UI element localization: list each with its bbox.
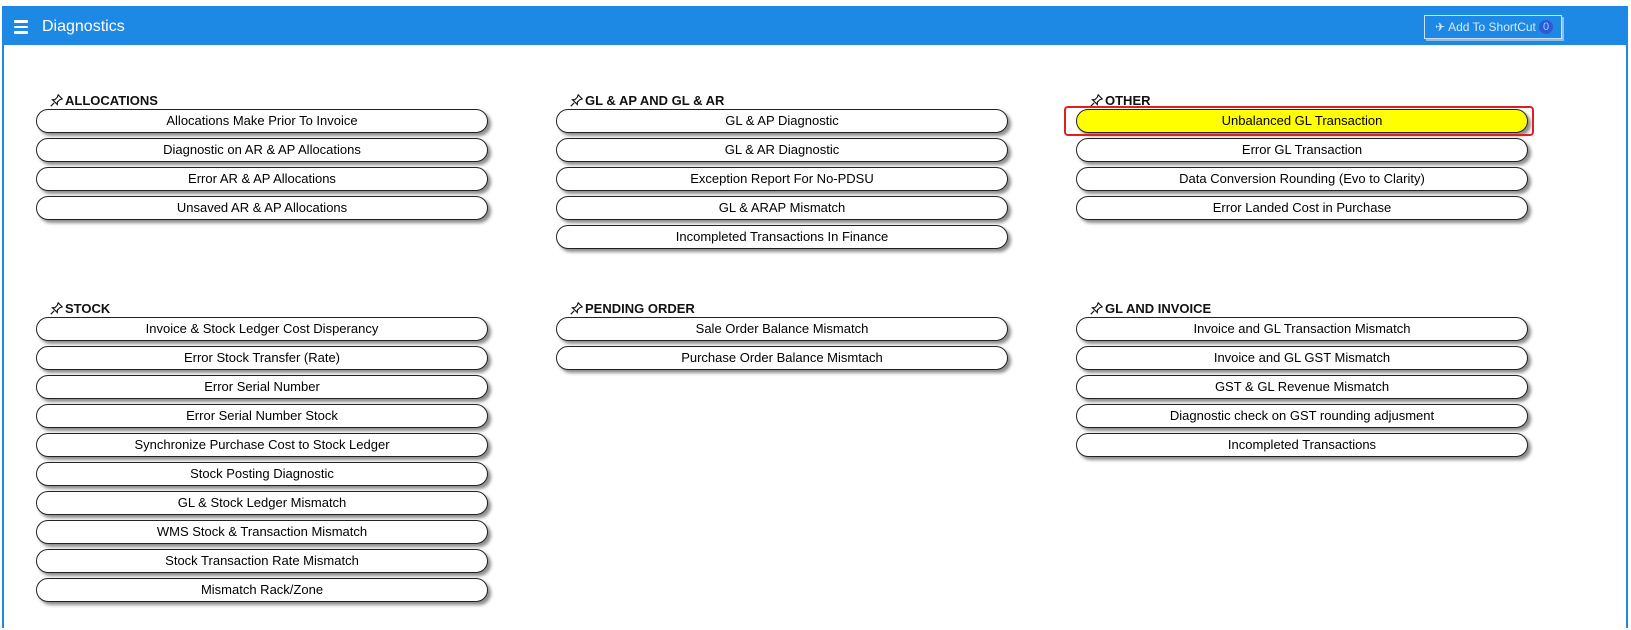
pin-icon[interactable] bbox=[50, 94, 63, 107]
error-serial-number-stock-button[interactable]: Error Serial Number Stock bbox=[36, 404, 488, 428]
error-stock-transfer-button[interactable]: Error Stock Transfer (Rate) bbox=[36, 346, 488, 370]
allocations-make-prior-button[interactable]: Allocations Make Prior To Invoice bbox=[36, 109, 488, 133]
group-gl-invoice bbox=[1076, 300, 1536, 462]
diagnostic-ar-ap-allocations-button[interactable]: Diagnostic on AR & AP Allocations bbox=[36, 138, 488, 162]
incompleted-transactions-button[interactable]: Incompleted Transactions bbox=[1076, 433, 1528, 457]
stock-posting-diagnostic-button[interactable]: Stock Posting Diagnostic bbox=[36, 462, 488, 486]
group-title-other: OTHER bbox=[1105, 92, 1151, 108]
sale-order-balance-mismatch-button[interactable]: Sale Order Balance Mismatch bbox=[556, 317, 1008, 341]
data-conversion-rounding-button[interactable]: Data Conversion Rounding (Evo to Clarity) bbox=[1076, 167, 1528, 191]
pin-icon[interactable] bbox=[1090, 302, 1103, 315]
group-title-stock: STOCK bbox=[65, 300, 111, 316]
menu-icon[interactable] bbox=[14, 20, 28, 34]
group-allocations bbox=[36, 92, 496, 225]
error-gl-transaction-button[interactable]: Error GL Transaction bbox=[1076, 138, 1528, 162]
group-title-allocations: ALLOCATIONS bbox=[65, 92, 158, 108]
group-gl-ap-ar bbox=[556, 92, 1016, 254]
invoice-gl-transaction-mismatch-button[interactable]: Invoice and GL Transaction Mismatch bbox=[1076, 317, 1528, 341]
incompleted-transactions-finance-button[interactable]: Incompleted Transactions In Finance bbox=[556, 225, 1008, 249]
error-ar-ap-allocations-button[interactable]: Error AR & AP Allocations bbox=[36, 167, 488, 191]
pin-icon[interactable] bbox=[1090, 94, 1103, 107]
unsaved-ar-ap-allocations-button[interactable]: Unsaved AR & AP Allocations bbox=[36, 196, 488, 220]
gst-rounding-adjustment-button[interactable]: Diagnostic check on GST rounding adjusment bbox=[1076, 404, 1528, 428]
rocket-icon: ✈ bbox=[1435, 20, 1446, 34]
page-title: Diagnostics bbox=[42, 18, 125, 35]
gl-arap-mismatch-button[interactable]: GL & ARAP Mismatch bbox=[556, 196, 1008, 220]
shortcut-label: Add To ShortCut bbox=[1448, 20, 1536, 34]
gl-stock-ledger-mismatch-button[interactable]: GL & Stock Ledger Mismatch bbox=[36, 491, 488, 515]
pin-icon[interactable] bbox=[50, 302, 63, 315]
gl-ap-diagnostic-button[interactable]: GL & AP Diagnostic bbox=[556, 109, 1008, 133]
group-other bbox=[1076, 92, 1536, 225]
group-stock bbox=[36, 300, 496, 607]
purchase-order-balance-mismatch-button[interactable]: Purchase Order Balance Mismtach bbox=[556, 346, 1008, 370]
stock-transaction-rate-mismatch-button[interactable]: Stock Transaction Rate Mismatch bbox=[36, 549, 488, 573]
unbalanced-gl-transaction-button[interactable]: Unbalanced GL Transaction bbox=[1076, 109, 1528, 133]
exception-report-button[interactable]: Exception Report For No-PDSU bbox=[556, 167, 1008, 191]
group-title-gl-invoice: GL AND INVOICE bbox=[1105, 300, 1212, 316]
synchronize-purchase-cost-button[interactable]: Synchronize Purchase Cost to Stock Ledger bbox=[36, 433, 488, 457]
gl-ar-diagnostic-button[interactable]: GL & AR Diagnostic bbox=[556, 138, 1008, 162]
error-landed-cost-button[interactable]: Error Landed Cost in Purchase bbox=[1076, 196, 1528, 220]
add-to-shortcut-button[interactable] bbox=[1424, 15, 1562, 39]
gst-gl-revenue-mismatch-button[interactable]: GST & GL Revenue Mismatch bbox=[1076, 375, 1528, 399]
group-title-gl-ap-ar: GL & AP AND GL & AR bbox=[585, 92, 725, 108]
error-serial-number-button[interactable]: Error Serial Number bbox=[36, 375, 488, 399]
group-pending-order bbox=[556, 300, 1016, 375]
invoice-gl-gst-mismatch-button[interactable]: Invoice and GL GST Mismatch bbox=[1076, 346, 1528, 370]
shortcut-count-badge: 0 bbox=[1539, 20, 1553, 34]
invoice-stock-ledger-cost-button[interactable]: Invoice & Stock Ledger Cost Disperancy bbox=[36, 317, 488, 341]
pin-icon[interactable] bbox=[570, 302, 583, 315]
pin-icon[interactable] bbox=[570, 94, 583, 107]
wms-stock-transaction-mismatch-button[interactable]: WMS Stock & Transaction Mismatch bbox=[36, 520, 488, 544]
group-title-pending-order: PENDING ORDER bbox=[585, 300, 695, 316]
mismatch-rack-zone-button[interactable]: Mismatch Rack/Zone bbox=[36, 578, 488, 602]
header-bar bbox=[2, 9, 1628, 45]
